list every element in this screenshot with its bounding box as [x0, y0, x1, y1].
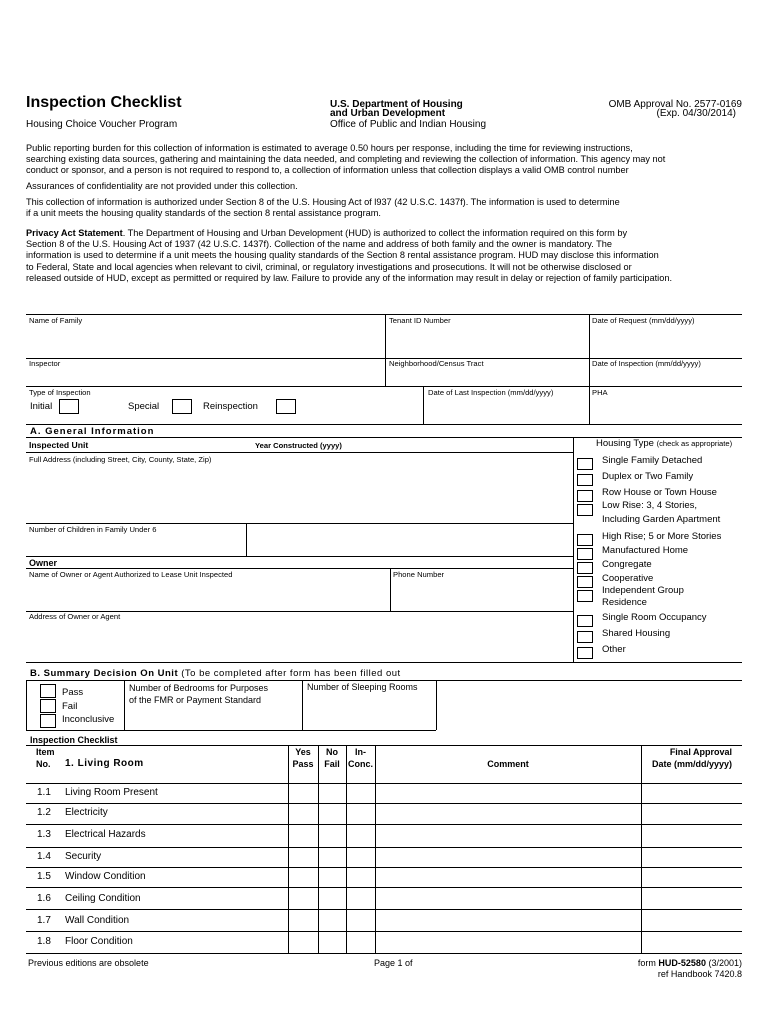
- single-family-checkbox[interactable]: [577, 458, 593, 470]
- housing-type-independent-group: Independent Group: [602, 585, 684, 596]
- page-number: Page 1 of: [374, 958, 413, 968]
- tenant-id-field: Tenant ID Number: [389, 316, 451, 325]
- special-label: Special: [128, 401, 160, 412]
- date-of-request-field: Date of Request (mm/dd/yyyy): [592, 316, 695, 325]
- housing-type-manufactured: Manufactured Home: [602, 545, 689, 556]
- row-1-8-label: Floor Condition: [65, 936, 133, 947]
- section-a-heading: A. General Information: [30, 426, 155, 437]
- housing-type-residence: Residence: [602, 597, 647, 608]
- housing-type-other: Other: [602, 644, 626, 655]
- housing-type-sro: Single Room Occupancy: [602, 612, 707, 623]
- bedrooms-field: Number of Bedrooms for Purposes of the FMR or Payment Standard: [129, 683, 269, 705]
- row-1-2-label: Electricity: [65, 807, 108, 818]
- duplex-checkbox[interactable]: [577, 474, 593, 486]
- housing-type-shared: Shared Housing: [602, 628, 671, 639]
- form-number: form HUD-52580 (3/2001): [637, 958, 742, 968]
- full-address-field: Full Address (including Street, City, County, State, Zip): [29, 455, 212, 464]
- low-rise-checkbox[interactable]: [577, 504, 593, 516]
- housing-type-heading: Housing Type (check as appropriate): [596, 438, 733, 449]
- date-of-last-inspection-field: Date of Last Inspection (mm/dd/yyyy): [428, 388, 554, 397]
- housing-type-high-rise: High Rise; 5 or More Stories: [602, 531, 722, 542]
- initial-checkbox[interactable]: [59, 399, 79, 414]
- special-checkbox[interactable]: [172, 399, 192, 414]
- pass-checkbox[interactable]: [40, 684, 56, 698]
- row-1-5-number: 1.5: [37, 871, 51, 882]
- name-of-family-field: Name of Family: [29, 316, 83, 325]
- authority-statement: This collection of information is authorized under Section 8 of the U.S. Housing Act of l937 (42 U.S.C. 1437f). The information is used to determine if a unit meets the housing quality standards of the section 8 rental assistance program.: [26, 197, 620, 219]
- pass-label: Pass: [62, 687, 84, 698]
- housing-type-low-rise: Low Rise: 3, 4 Stories,: [602, 500, 698, 511]
- inspected-unit-label: Inspected Unit: [29, 440, 89, 450]
- row-1-1-label: Living Room Present: [65, 787, 158, 798]
- footer-obsolete-note: Previous editions are obsolete: [28, 958, 149, 968]
- congregate-checkbox[interactable]: [577, 562, 593, 574]
- inconclusive-checkbox[interactable]: [40, 714, 56, 728]
- burden-statement: Public reporting burden for this collection of information is estimated to average 0.50 hours per response, including the time for reviewing instructions, searching existing data sources, gathering and maintaining the data needed, and completing and reviewing the collection of information. This agency may not conduct or sponsor, and a person is not required to respond to, a collection of information unless that collection displays a valid OMB control number: [26, 143, 666, 176]
- privacy-act-statement: Privacy Act Statement. The Department of Housing and Urban Development (HUD) is authorized to collect the information required on this form by Section 8 of the U.S. Housing Act of 1937 (42 U.S.C. 1437f). Collection of the name and address of both family and the owner is mandatory. The information is used to determine if a unit meets the housing quality standards of the Section 8 rental assistance program. HUD may disclose this information to Federal, State and local agencies when relevant to civil, criminal, or regulatory investigations and prosecutions. It will not be otherwise disclosed or released outside of HUD, except as permitted or required by law. Failure to provide any of the information may result in delay or rejection of family participation.: [26, 228, 672, 283]
- confidentiality-statement: Assurances of confidentiality are not provided under this collection.: [26, 181, 298, 191]
- row-1-8-number: 1.8: [37, 936, 51, 947]
- checklist-title: Inspection Checklist: [30, 735, 118, 745]
- row-1-4-label: Security: [65, 851, 102, 862]
- year-constructed-label: Year Constructed (yyyy): [255, 441, 342, 450]
- cooperative-checkbox[interactable]: [577, 576, 593, 588]
- no-fail-header: No Fail: [324, 747, 340, 769]
- handbook-reference: ref Handbook 7420.8: [657, 969, 742, 979]
- type-of-inspection-label: Type of Inspection: [29, 388, 91, 397]
- owner-name-field: Name of Owner or Agent Authorized to Lease Unit Inspected: [29, 570, 233, 579]
- reinspection-checkbox[interactable]: [276, 399, 296, 414]
- department-line-1: U.S. Department of Housing: [330, 99, 463, 110]
- comment-header: Comment: [487, 759, 529, 769]
- high-rise-checkbox[interactable]: [577, 534, 593, 546]
- row-1-7-label: Wall Condition: [65, 915, 130, 926]
- row-1-4-number: 1.4: [37, 851, 51, 862]
- program-name: Housing Choice Voucher Program: [26, 119, 178, 130]
- housing-type-low-rise-cont: Including Garden Apartment: [602, 514, 721, 525]
- row-1-1-number: 1.1: [37, 787, 51, 798]
- inspector-field: Inspector: [29, 359, 61, 368]
- sro-checkbox[interactable]: [577, 615, 593, 627]
- date-of-inspection-field: Date of Inspection (mm/dd/yyyy): [592, 359, 701, 368]
- initial-label: Initial: [30, 401, 53, 412]
- final-approval-header: Final Approval Date (mm/dd/yyyy): [651, 747, 732, 769]
- owner-heading: Owner: [29, 558, 58, 568]
- reinspection-label: Reinspection: [203, 401, 258, 412]
- row-house-checkbox[interactable]: [577, 490, 593, 502]
- department-line-2: and Urban Development: [330, 108, 446, 119]
- room-heading: 1. Living Room: [65, 758, 144, 769]
- owner-address-field: Address of Owner or Agent: [29, 612, 121, 621]
- yes-pass-header: Yes Pass: [292, 747, 314, 769]
- pha-field: PHA: [592, 388, 608, 397]
- omb-expiration: (Exp. 04/30/2014): [656, 108, 736, 119]
- sleeping-rooms-field: Number of Sleeping Rooms: [307, 682, 418, 692]
- neighborhood-field: Neighborhood/Census Tract: [389, 359, 484, 368]
- housing-type-duplex: Duplex or Two Family: [602, 471, 694, 482]
- row-1-7-number: 1.7: [37, 915, 51, 926]
- row-1-2-number: 1.2: [37, 807, 51, 818]
- omb-approval: OMB Approval No. 2577-0169: [608, 99, 742, 110]
- housing-type-congregate: Congregate: [602, 559, 652, 570]
- children-under-6-field: Number of Children in Family Under 6: [29, 525, 157, 534]
- inconclusive-header: In- Conc.: [347, 747, 373, 769]
- independent-group-checkbox[interactable]: [577, 590, 593, 602]
- row-1-3-label: Electrical Hazards: [65, 829, 146, 840]
- row-1-5-label: Window Condition: [65, 871, 146, 882]
- phone-number-field: Phone Number: [393, 570, 445, 579]
- row-1-3-number: 1.3: [37, 829, 51, 840]
- fail-label: Fail: [62, 701, 78, 712]
- housing-type-cooperative: Cooperative: [602, 573, 654, 584]
- row-1-6-label: Ceiling Condition: [65, 893, 141, 904]
- inconclusive-label: Inconclusive: [62, 714, 115, 725]
- housing-type-single-family: Single Family Detached: [602, 455, 703, 466]
- manufactured-checkbox[interactable]: [577, 548, 593, 560]
- row-1-6-number: 1.6: [37, 893, 51, 904]
- item-no-header: Item No.: [36, 747, 55, 769]
- page-title: Inspection Checklist: [26, 94, 182, 111]
- housing-type-row-house: Row House or Town House: [602, 487, 717, 498]
- fail-checkbox[interactable]: [40, 699, 56, 713]
- office-name: Office of Public and Indian Housing: [330, 119, 487, 130]
- shared-housing-checkbox[interactable]: [577, 631, 593, 643]
- section-b-heading: B. Summary Decision On Unit (To be completed after form has been filled out: [30, 668, 401, 679]
- other-checkbox[interactable]: [577, 647, 593, 659]
